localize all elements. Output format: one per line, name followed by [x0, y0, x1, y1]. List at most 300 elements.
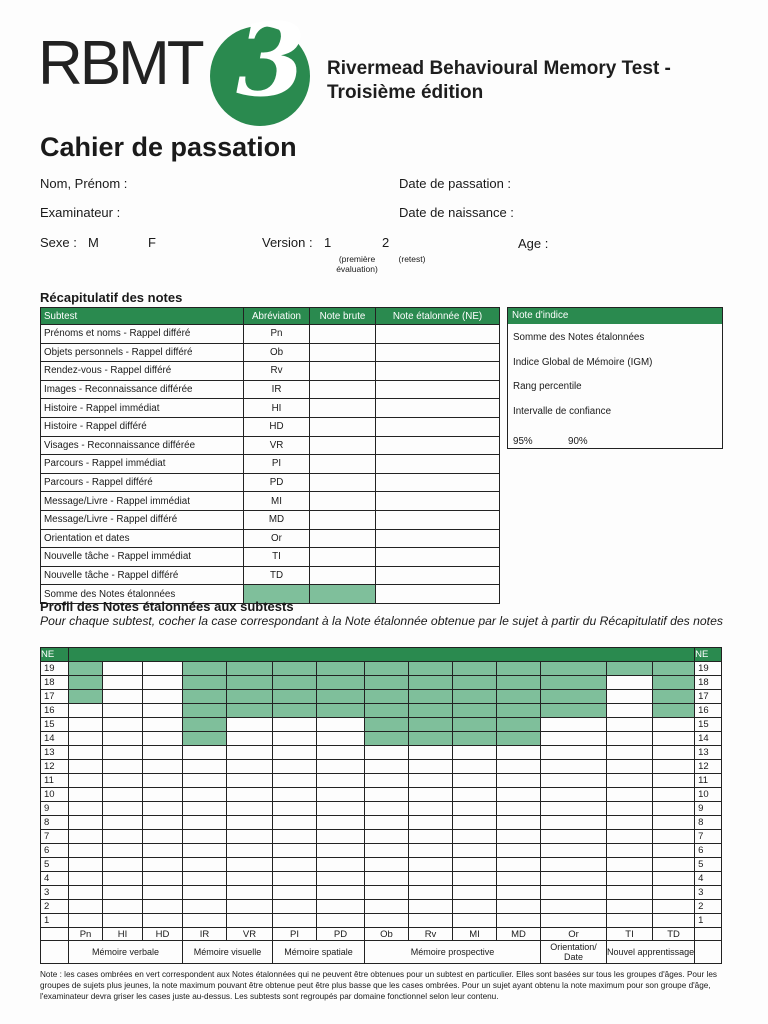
score-cell-ir[interactable] [183, 914, 227, 928]
score-cell-mi[interactable] [453, 872, 497, 886]
score-cell-pd[interactable] [317, 900, 365, 914]
raw-score-cell[interactable] [310, 343, 376, 362]
score-cell-md[interactable] [497, 886, 541, 900]
score-cell-ir[interactable] [183, 886, 227, 900]
score-cell-hd[interactable] [143, 718, 183, 732]
score-cell-rv[interactable] [409, 872, 453, 886]
score-cell-ob[interactable] [365, 886, 409, 900]
score-cell-rv[interactable] [409, 886, 453, 900]
score-cell-or[interactable] [541, 900, 607, 914]
score-cell-ti[interactable] [607, 830, 653, 844]
summary-row [41, 492, 500, 511]
raw-score-cell[interactable] [310, 436, 376, 455]
raw-score-cell[interactable] [310, 510, 376, 529]
score-cell-pd[interactable] [317, 746, 365, 760]
score-cell-ob[interactable] [365, 788, 409, 802]
col-raw-score: Note brute [310, 308, 376, 325]
score-cell-vr[interactable] [227, 746, 273, 760]
score-cell-ob[interactable] [365, 746, 409, 760]
score-cell-vr[interactable] [227, 830, 273, 844]
subtest-name: Rendez-vous - Rappel différé [41, 362, 244, 381]
score-cell-td[interactable] [653, 900, 695, 914]
score-cell-or[interactable] [541, 774, 607, 788]
score-row [41, 872, 722, 886]
score-cell-pn[interactable] [69, 760, 103, 774]
score-cell-vr[interactable] [227, 760, 273, 774]
score-cell-ti[interactable] [607, 802, 653, 816]
scaled-score-cell[interactable] [376, 343, 500, 362]
score-cell-pn[interactable] [69, 704, 103, 718]
score-cell-td[interactable] [653, 746, 695, 760]
score-cell-hd[interactable] [143, 690, 183, 704]
score-cell-or[interactable] [541, 858, 607, 872]
score-cell-pd[interactable] [317, 788, 365, 802]
score-cell-hd[interactable] [143, 886, 183, 900]
score-cell-mi [453, 732, 497, 746]
score-cell-md[interactable] [497, 774, 541, 788]
score-cell-td[interactable] [653, 844, 695, 858]
score-label: 15 [41, 718, 69, 732]
score-cell-hd[interactable] [143, 816, 183, 830]
score-cell-pn[interactable] [69, 830, 103, 844]
column-abbr: PI [273, 928, 317, 941]
score-cell-rv[interactable] [409, 858, 453, 872]
score-cell-mi[interactable] [453, 774, 497, 788]
score-cell-ti[interactable] [607, 872, 653, 886]
score-cell-or[interactable] [541, 844, 607, 858]
score-cell-pi[interactable] [273, 844, 317, 858]
score-cell-hd[interactable] [143, 732, 183, 746]
scaled-score-cell[interactable] [376, 510, 500, 529]
score-cell-pi[interactable] [273, 788, 317, 802]
score-cell-pi[interactable] [273, 774, 317, 788]
score-cell-rv[interactable] [409, 900, 453, 914]
score-cell-or[interactable] [541, 746, 607, 760]
score-cell-ir[interactable] [183, 872, 227, 886]
score-cell-pn[interactable] [69, 886, 103, 900]
score-cell-hd[interactable] [143, 900, 183, 914]
score-row [41, 732, 722, 746]
score-cell-pn[interactable] [69, 914, 103, 928]
score-label: 8 [695, 816, 722, 830]
score-cell-ti[interactable] [607, 760, 653, 774]
score-row [41, 690, 722, 704]
score-cell-td[interactable] [653, 886, 695, 900]
score-cell-pi[interactable] [273, 886, 317, 900]
score-cell-hi[interactable] [103, 690, 143, 704]
score-cell-or[interactable] [541, 760, 607, 774]
score-cell-ob[interactable] [365, 872, 409, 886]
score-cell-rv[interactable] [409, 844, 453, 858]
score-row [41, 816, 722, 830]
score-cell-md[interactable] [497, 830, 541, 844]
score-cell-hi[interactable] [103, 900, 143, 914]
summary-table [40, 307, 500, 604]
score-cell-td[interactable] [653, 830, 695, 844]
score-cell-pd[interactable] [317, 914, 365, 928]
score-cell-pn[interactable] [69, 816, 103, 830]
score-label: 19 [695, 662, 722, 676]
index-ci-label: Intervalle de confiance [513, 406, 612, 417]
score-cell-hi[interactable] [103, 886, 143, 900]
score-cell-hi[interactable] [103, 732, 143, 746]
version-label: Version : [262, 235, 313, 250]
score-cell-ob[interactable] [365, 760, 409, 774]
score-cell-pd[interactable] [317, 844, 365, 858]
score-cell-rv[interactable] [409, 830, 453, 844]
index-ci-90: 90% [568, 436, 588, 447]
score-cell-td[interactable] [653, 760, 695, 774]
score-cell-pd[interactable] [317, 760, 365, 774]
score-cell-hd[interactable] [143, 872, 183, 886]
score-cell-ob[interactable] [365, 858, 409, 872]
score-cell-pd[interactable] [317, 774, 365, 788]
score-cell-pi[interactable] [273, 732, 317, 746]
score-cell-ob[interactable] [365, 844, 409, 858]
col-abbreviation: Abréviation [244, 308, 310, 325]
score-cell-vr[interactable] [227, 900, 273, 914]
score-cell-rv[interactable] [409, 816, 453, 830]
score-cell-or[interactable] [541, 914, 607, 928]
score-cell-pd[interactable] [317, 732, 365, 746]
score-cell-td[interactable] [653, 872, 695, 886]
score-cell-pn[interactable] [69, 844, 103, 858]
score-cell-pn[interactable] [69, 858, 103, 872]
scaled-score-cell[interactable] [376, 362, 500, 381]
score-cell-md[interactable] [497, 816, 541, 830]
score-cell-pi[interactable] [273, 900, 317, 914]
score-cell-rv[interactable] [409, 914, 453, 928]
raw-score-cell[interactable] [310, 455, 376, 474]
score-cell-pd [317, 704, 365, 718]
score-cell-pi[interactable] [273, 746, 317, 760]
score-cell-ir[interactable] [183, 802, 227, 816]
raw-score-cell[interactable] [310, 380, 376, 399]
score-cell-ob[interactable] [365, 774, 409, 788]
score-cell-hi[interactable] [103, 844, 143, 858]
score-cell-ob[interactable] [365, 830, 409, 844]
score-cell-vr[interactable] [227, 788, 273, 802]
score-cell-pi[interactable] [273, 858, 317, 872]
score-label: 4 [695, 872, 722, 886]
score-cell-hi[interactable] [103, 816, 143, 830]
score-cell-mi[interactable] [453, 886, 497, 900]
subtest-name: Message/Livre - Rappel différé [41, 510, 244, 529]
score-cell-mi[interactable] [453, 844, 497, 858]
score-cell-hd[interactable] [143, 676, 183, 690]
score-cell-ir[interactable] [183, 844, 227, 858]
score-cell-pn[interactable] [69, 774, 103, 788]
score-cell-hd[interactable] [143, 760, 183, 774]
score-cell-mi[interactable] [453, 746, 497, 760]
score-cell-pn[interactable] [69, 802, 103, 816]
raw-score-cell[interactable] [310, 362, 376, 381]
scaled-score-cell[interactable] [376, 380, 500, 399]
score-cell-ir[interactable] [183, 900, 227, 914]
score-cell-ti[interactable] [607, 746, 653, 760]
score-cell-pd [317, 690, 365, 704]
score-cell-pi[interactable] [273, 718, 317, 732]
score-cell-vr[interactable] [227, 844, 273, 858]
profile-title: Profil des Notes étalonnées aux subtests [40, 599, 294, 614]
score-cell-pi[interactable] [273, 830, 317, 844]
score-cell-md[interactable] [497, 802, 541, 816]
score-cell-td[interactable] [653, 914, 695, 928]
score-cell-vr[interactable] [227, 774, 273, 788]
score-cell-ir[interactable] [183, 746, 227, 760]
score-cell-rv[interactable] [409, 774, 453, 788]
score-cell-pn[interactable] [69, 872, 103, 886]
score-cell-md[interactable] [497, 872, 541, 886]
score-cell-or[interactable] [541, 788, 607, 802]
score-cell-hi[interactable] [103, 704, 143, 718]
score-cell-ir[interactable] [183, 830, 227, 844]
score-cell-ob[interactable] [365, 802, 409, 816]
score-cell-ti[interactable] [607, 858, 653, 872]
raw-score-cell[interactable] [310, 548, 376, 567]
score-cell-rv[interactable] [409, 746, 453, 760]
score-cell-hd[interactable] [143, 830, 183, 844]
score-cell-ir[interactable] [183, 816, 227, 830]
score-cell-vr[interactable] [227, 802, 273, 816]
score-label: 10 [41, 788, 69, 802]
score-cell-mi[interactable] [453, 914, 497, 928]
scaled-score-cell[interactable] [376, 529, 500, 548]
score-cell-pi[interactable] [273, 914, 317, 928]
sex-m-option[interactable]: M [88, 235, 99, 250]
score-cell-hd[interactable] [143, 788, 183, 802]
score-label: 15 [695, 718, 722, 732]
score-row [41, 844, 722, 858]
index-ci-95: 95% [513, 436, 533, 447]
score-cell-mi[interactable] [453, 900, 497, 914]
score-cell-pn[interactable] [69, 900, 103, 914]
scaled-score-cell[interactable] [376, 548, 500, 567]
score-cell-ir[interactable] [183, 774, 227, 788]
score-cell-hd[interactable] [143, 858, 183, 872]
score-cell-hd[interactable] [143, 774, 183, 788]
scaled-score-cell[interactable] [376, 399, 500, 418]
score-cell-pd[interactable] [317, 858, 365, 872]
score-cell-or[interactable] [541, 718, 607, 732]
score-cell-pn[interactable] [69, 718, 103, 732]
total-label: Somme des Notes étalonnées [41, 585, 244, 604]
subtest-name: Orientation et dates [41, 529, 244, 548]
column-abbr: VR [227, 928, 273, 941]
score-cell-md[interactable] [497, 914, 541, 928]
score-cell-hd[interactable] [143, 914, 183, 928]
score-cell-mi[interactable] [453, 816, 497, 830]
score-cell-md[interactable] [497, 746, 541, 760]
score-cell-vr[interactable] [227, 914, 273, 928]
score-cell-pn[interactable] [69, 732, 103, 746]
age-label: Age : [518, 236, 549, 251]
score-cell-td[interactable] [653, 816, 695, 830]
raw-score-cell[interactable] [310, 417, 376, 436]
score-cell-hi[interactable] [103, 718, 143, 732]
scaled-score-cell[interactable] [376, 417, 500, 436]
score-cell-hi[interactable] [103, 746, 143, 760]
score-cell-td[interactable] [653, 774, 695, 788]
score-cell-pd[interactable] [317, 802, 365, 816]
score-cell-ti[interactable] [607, 900, 653, 914]
scaled-score-cell[interactable] [376, 492, 500, 511]
score-label: 9 [695, 802, 722, 816]
score-cell-td[interactable] [653, 858, 695, 872]
score-cell-ti[interactable] [607, 816, 653, 830]
score-cell-hi[interactable] [103, 830, 143, 844]
scaled-score-cell[interactable] [376, 473, 500, 492]
total-scaled-cell[interactable] [376, 585, 500, 604]
score-row [41, 858, 722, 872]
score-label: 7 [41, 830, 69, 844]
score-cell-mi[interactable] [453, 760, 497, 774]
score-cell-ti[interactable] [607, 774, 653, 788]
score-label: 1 [41, 914, 69, 928]
total-shaded-cell [310, 585, 376, 604]
score-cell-ob[interactable] [365, 914, 409, 928]
scaled-score-cell[interactable] [376, 566, 500, 585]
score-cell-ob[interactable] [365, 900, 409, 914]
score-cell-md [497, 718, 541, 732]
score-cell-td[interactable] [653, 788, 695, 802]
score-cell-mi[interactable] [453, 830, 497, 844]
score-cell-hi[interactable] [103, 676, 143, 690]
score-cell-vr[interactable] [227, 816, 273, 830]
raw-score-cell[interactable] [310, 325, 376, 344]
version-2-option[interactable]: 2 [382, 235, 390, 250]
score-cell-ti[interactable] [607, 788, 653, 802]
score-cell-pi[interactable] [273, 816, 317, 830]
score-cell-hi[interactable] [103, 760, 143, 774]
score-cell-pi [273, 690, 317, 704]
score-label: 11 [41, 774, 69, 788]
score-cell-vr [227, 662, 273, 676]
version-1-option[interactable]: 1 [324, 235, 332, 250]
score-cell-or[interactable] [541, 816, 607, 830]
score-cell-pd[interactable] [317, 830, 365, 844]
score-cell-hi[interactable] [103, 872, 143, 886]
raw-score-cell[interactable] [310, 399, 376, 418]
score-cell-vr[interactable] [227, 858, 273, 872]
score-cell-hi[interactable] [103, 788, 143, 802]
raw-score-cell[interactable] [310, 492, 376, 511]
score-cell-vr[interactable] [227, 718, 273, 732]
score-cell-or[interactable] [541, 886, 607, 900]
score-cell-or[interactable] [541, 732, 607, 746]
scaled-score-cell[interactable] [376, 436, 500, 455]
score-cell-pn[interactable] [69, 746, 103, 760]
score-cell-pi[interactable] [273, 872, 317, 886]
raw-score-cell[interactable] [310, 473, 376, 492]
score-cell-pd[interactable] [317, 718, 365, 732]
score-cell-md[interactable] [497, 900, 541, 914]
score-cell-ir [183, 704, 227, 718]
score-cell-hd[interactable] [143, 844, 183, 858]
score-cell-or[interactable] [541, 830, 607, 844]
score-cell-mi[interactable] [453, 788, 497, 802]
score-cell-pn [69, 662, 103, 676]
score-cell-rv[interactable] [409, 788, 453, 802]
subtest-name: Visages - Reconnaissance différée [41, 436, 244, 455]
score-cell-mi[interactable] [453, 802, 497, 816]
sex-f-option[interactable]: F [148, 235, 156, 250]
score-cell-ti[interactable] [607, 732, 653, 746]
score-cell-ob[interactable] [365, 816, 409, 830]
score-cell-hd[interactable] [143, 746, 183, 760]
score-row [41, 900, 722, 914]
score-cell-td[interactable] [653, 732, 695, 746]
score-cell-vr[interactable] [227, 886, 273, 900]
subtest-abbr: Or [244, 529, 310, 548]
score-cell-md[interactable] [497, 788, 541, 802]
score-cell-hi[interactable] [103, 774, 143, 788]
score-cell-ti[interactable] [607, 676, 653, 690]
score-cell-pd[interactable] [317, 872, 365, 886]
score-cell-hi[interactable] [103, 914, 143, 928]
score-cell-ti[interactable] [607, 844, 653, 858]
raw-score-cell[interactable] [310, 529, 376, 548]
subtest-abbr: PI [244, 455, 310, 474]
version-1-note: (première évaluation) [336, 254, 378, 274]
score-cell-ti[interactable] [607, 718, 653, 732]
score-cell-hd[interactable] [143, 704, 183, 718]
score-label: 16 [41, 704, 69, 718]
score-cell-md[interactable] [497, 858, 541, 872]
subtest-abbr: HD [244, 417, 310, 436]
score-cell-pi[interactable] [273, 802, 317, 816]
score-cell-or[interactable] [541, 872, 607, 886]
score-cell-vr[interactable] [227, 732, 273, 746]
score-cell-ti[interactable] [607, 690, 653, 704]
score-cell-hd[interactable] [143, 662, 183, 676]
score-cell-or[interactable] [541, 802, 607, 816]
raw-score-cell[interactable] [310, 566, 376, 585]
scaled-score-cell[interactable] [376, 455, 500, 474]
score-cell-pd[interactable] [317, 886, 365, 900]
score-cell-ir[interactable] [183, 760, 227, 774]
score-cell-ti[interactable] [607, 704, 653, 718]
scaled-score-cell[interactable] [376, 325, 500, 344]
score-cell-md[interactable] [497, 760, 541, 774]
score-cell-ob [365, 704, 409, 718]
score-cell-rv[interactable] [409, 760, 453, 774]
score-cell-ti[interactable] [607, 914, 653, 928]
score-cell-hd[interactable] [143, 802, 183, 816]
score-cell-hi[interactable] [103, 662, 143, 676]
score-cell-pd[interactable] [317, 816, 365, 830]
score-cell-ir[interactable] [183, 788, 227, 802]
score-cell-mi[interactable] [453, 858, 497, 872]
score-cell-rv[interactable] [409, 802, 453, 816]
score-cell-ti[interactable] [607, 886, 653, 900]
score-cell-pn[interactable] [69, 788, 103, 802]
score-label: 12 [695, 760, 722, 774]
score-cell-hi[interactable] [103, 802, 143, 816]
score-cell-hi[interactable] [103, 858, 143, 872]
score-cell-td[interactable] [653, 718, 695, 732]
subtest-abbr: MD [244, 510, 310, 529]
score-cell-pi[interactable] [273, 760, 317, 774]
subtest-name: Histoire - Rappel immédiat [41, 399, 244, 418]
score-label: 19 [41, 662, 69, 676]
score-cell-td [653, 704, 695, 718]
score-cell-td[interactable] [653, 802, 695, 816]
score-cell-vr [227, 704, 273, 718]
score-cell-md[interactable] [497, 844, 541, 858]
score-cell-ir[interactable] [183, 858, 227, 872]
score-cell-vr[interactable] [227, 872, 273, 886]
